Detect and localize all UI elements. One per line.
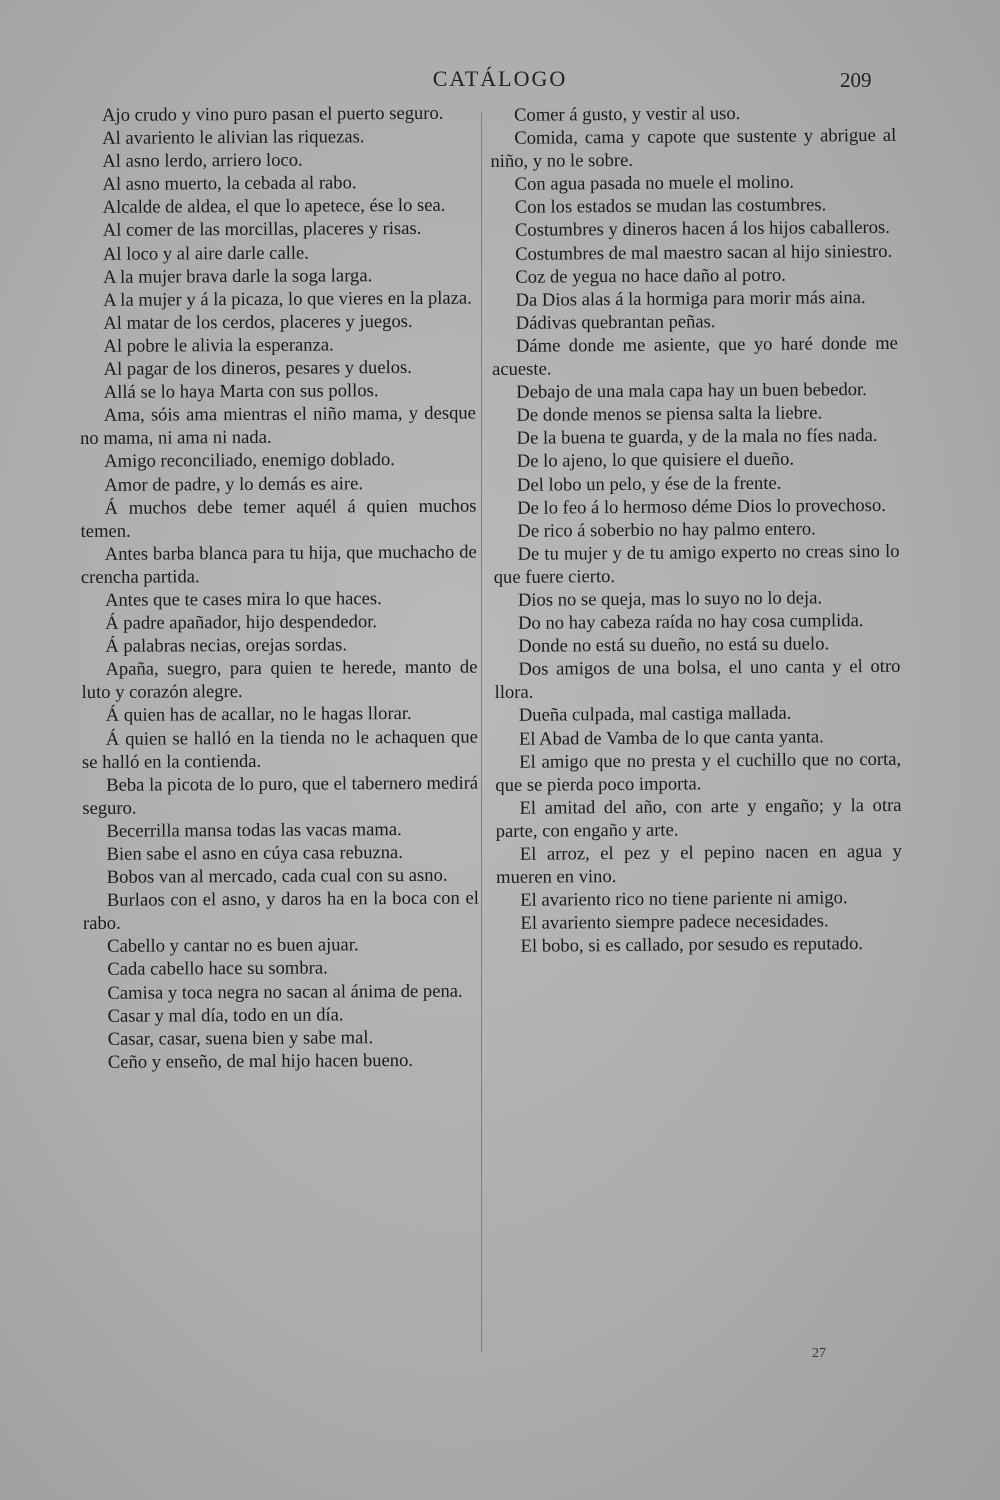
proverb-entry: Al pobre le alivia la esperanza.: [103, 334, 334, 357]
proverb-entry: Bobos van al mercado, cada cual con su asno.: [106, 864, 448, 888]
proverb-entry: Al loco y al aire darle calle.: [102, 242, 309, 265]
proverb-entry: De donde menos se piensa salta la liebre.: [516, 402, 823, 427]
proverb-entry: Casar y mal día, todo en un día.: [107, 1004, 344, 1027]
proverb-entry: Al asno muerto, la cebada al rabo.: [102, 172, 357, 196]
proverb-entry: Al pagar de los dineros, pesares y duelos.: [103, 356, 412, 380]
proverb-entry: Antes que te cases mira lo que haces.: [104, 588, 382, 611]
proverb-entry: Al asno lerdo, arriero loco.: [102, 149, 303, 173]
proverb-entry: Á muchos debe temer aquél á quien muchos temen.: [80, 495, 477, 542]
proverb-entry: Debajo de una mala capa hay un buen bebedor.: [516, 379, 867, 403]
proverb-entry: Becerrilla mansa todas las vacas mama.: [106, 818, 402, 842]
proverb-entry: De tu mujer y de tu amigo experto no creas sino lo que fuere cierto.: [493, 540, 900, 588]
proverb-entry: El amitad del año, con arte y engaño; y la otra parte, con engaño y arte.: [495, 794, 902, 842]
proverb-entry: De la buena te guarda, y de la mala no fíes nada.: [516, 425, 878, 450]
proverb-entry: Ajo crudo y vino puro pasan el puerto seguro.: [102, 102, 444, 126]
proverb-entry: De lo ajeno, lo que quisiere el dueño.: [516, 449, 795, 473]
proverb-entry: El bobo, si es callado, por sesudo es reputado.: [520, 933, 864, 958]
proverb-entry: Al matar de los cerdos, placeres y juegos.: [103, 310, 413, 334]
proverb-entry: Del lobo un pelo, y ése de la frente.: [516, 472, 782, 496]
right-column: [490, 101, 903, 959]
proverb-entry: Donde no está su dueño, no está su duelo.: [518, 633, 830, 657]
proverb-entry: Costumbres y dineros hacen á los hijos caballeros.: [514, 217, 890, 242]
proverb-entry: El avariento rico no tiene pariente ni amigo.: [520, 887, 848, 911]
proverb-entry: Amor de padre, y lo demás es aire.: [104, 472, 364, 496]
column-rule: [481, 112, 482, 1352]
signature-mark: 27: [812, 1346, 826, 1361]
proverb-entry: Casar, casar, suena bien y sabe mal.: [107, 1026, 374, 1050]
proverb-entry: A la mujer y á la picaza, lo que vieres en la plaza.: [103, 287, 472, 311]
proverb-entry: Do no hay cabeza raída no hay cosa cumplida.: [517, 610, 864, 634]
proverb-entry: El avariento siempre padece necesidades.: [520, 910, 829, 935]
proverb-entry: Antes barba blanca para tu hija, que muchacho de crencha partida.: [80, 541, 477, 588]
proverb-entry: Camisa y toca negra no sacan al ánima de pena.: [107, 980, 463, 1004]
proverb-entry: Amigo reconciliado, enemigo doblado.: [104, 449, 395, 473]
proverb-entry: Con los estados se mudan las costumbres.: [514, 194, 827, 219]
proverb-entry: Cada cabello hace su sombra.: [107, 957, 328, 981]
proverb-entry: Dueña culpada, mal castiga mallada.: [518, 703, 792, 727]
proverb-entry: Apaña, suegro, para quien te herede, manto de luto y corazón alegre.: [81, 656, 478, 704]
proverb-entry: Burlaos con el asno, y daros ha en la boca con el rabo.: [82, 887, 479, 935]
proverb-entry: El amigo que no presta y el cuchillo que no corta, que se pierda poco importa.: [495, 748, 902, 796]
proverb-entry: Comida, cama y capote que sustente y abrigue al niño, y no le sobre.: [490, 124, 897, 173]
proverb-entry: Á palabras necias, orejas sordas.: [105, 634, 348, 657]
proverb-entry: Al comer de las morcillas, placeres y risas.: [102, 218, 422, 242]
proverb-entry: Cabello y cantar no es buen ajuar.: [107, 934, 359, 958]
proverb-entry: Ama, sóis ama mientras el niño mama, y desque no mama, ni ama ni nada.: [79, 402, 476, 450]
proverb-entry: Dios no se queja, mas lo suyo no lo deja.: [517, 587, 823, 611]
proverb-entry: Beba la picota de lo puro, que el tabernero medirá seguro.: [82, 772, 479, 819]
proverb-entry: El Abad de Vamba de lo que canta yanta.: [518, 725, 824, 750]
proverb-entry: Dádivas quebrantan peñas.: [515, 311, 716, 334]
proverb-entry: Á padre apañador, hijo despendedor.: [105, 611, 378, 634]
proverb-entry: Dáme donde me asiente, que yo haré donde me acueste.: [492, 332, 898, 381]
proverb-entry: Bien sabe el asno en cúya casa rebuzna.: [106, 842, 403, 865]
left-column: [78, 102, 480, 1074]
proverb-entry: Da Dios alas á la hormiga para morir más aina.: [515, 286, 866, 311]
proverb-entry: Comer á gusto, y vestir al uso.: [514, 103, 741, 126]
proverb-entry: Coz de yegua no hace daño al potro.: [515, 264, 786, 288]
proverb-entry: Á quien se halló en la tienda no le achaquen que se halló en la contienda.: [81, 726, 478, 773]
proverb-entry: Al avariento le alivian las riquezas.: [102, 126, 365, 149]
running-head-title: CATÁLOGO: [432, 66, 568, 91]
proverb-entry: De lo feo á lo hermoso déme Dios lo provechoso.: [517, 494, 886, 519]
proverb-entry: Dos amigos de una bolsa, el uno canta y el otro llora.: [494, 656, 901, 704]
proverb-entry: A la mujer brava darle la soga larga.: [102, 264, 373, 288]
proverb-entry: Allá se lo haya Marta con sus pollos.: [103, 380, 379, 403]
proverb-entry: Á quien has de acallar, no le hagas llorar.: [105, 703, 412, 727]
proverb-entry: Con agua pasada no muele el molino.: [514, 171, 795, 196]
proverb-entry: Costumbres de mal maestro sacan al hijo siniestro.: [515, 240, 893, 265]
proverb-entry: El arroz, el pez y el pepino nacen en agua y mueren en vino.: [495, 840, 902, 889]
page-number: 209: [840, 68, 872, 92]
proverb-entry: Ceño y enseño, de mal hijo hacen bueno.: [107, 1049, 414, 1073]
proverb-entry: Alcalde de aldea, el que lo apetece, ése lo sea.: [102, 195, 446, 219]
proverb-entry: De rico á soberbio no hay palmo entero.: [517, 518, 816, 542]
